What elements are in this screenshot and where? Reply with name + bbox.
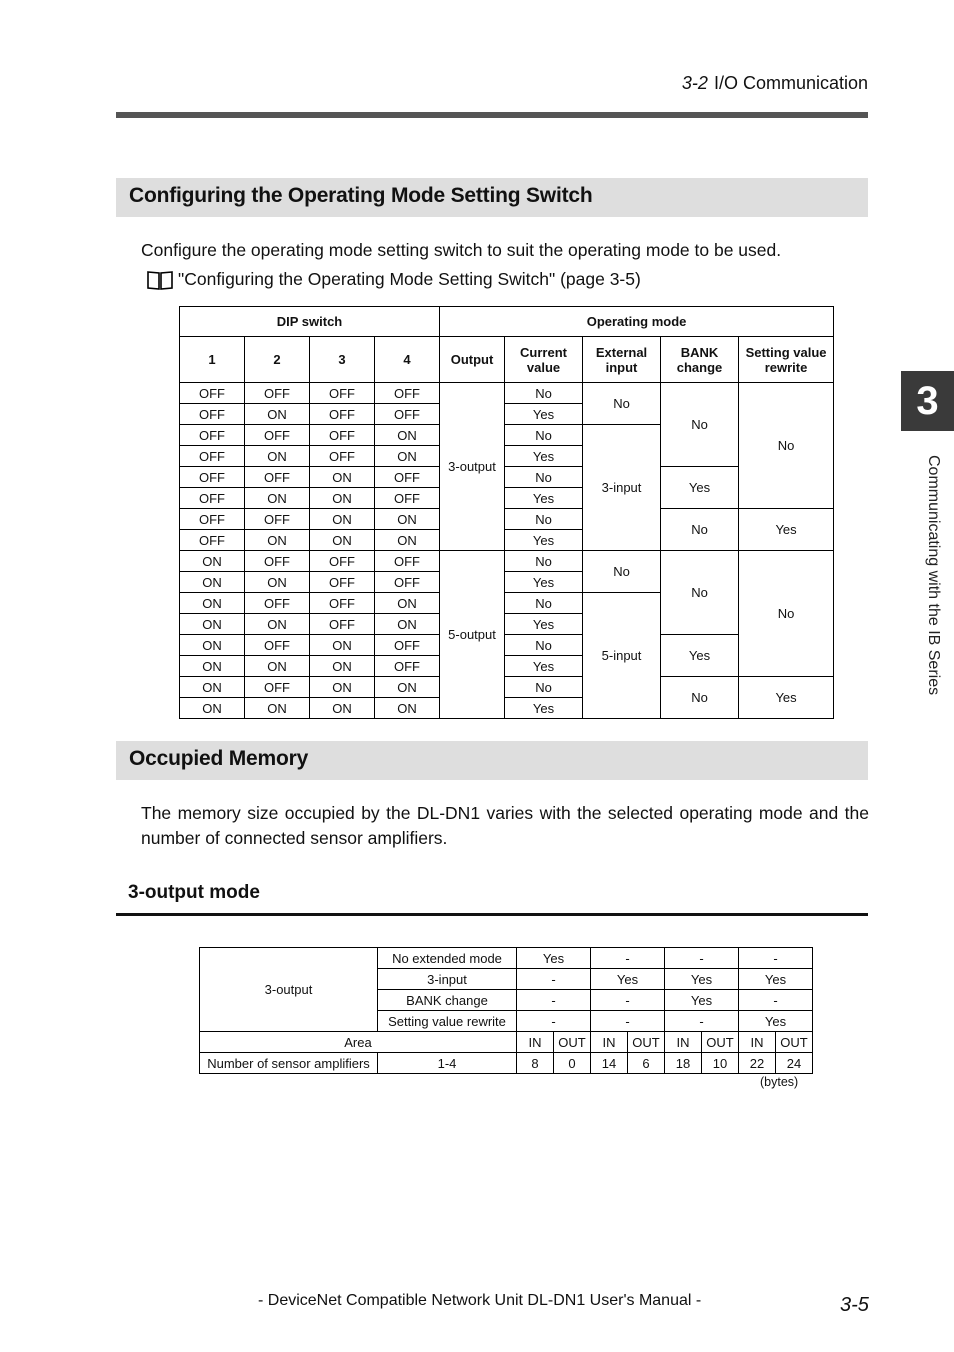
byte-value: 8	[517, 1053, 554, 1074]
chapter-tab: 3	[901, 371, 954, 431]
output-cell: 5-output	[440, 551, 505, 719]
dip-cell: ON	[375, 593, 440, 614]
current-value-cell: No	[505, 551, 583, 572]
mode-flag: Yes	[591, 969, 665, 990]
current-value-cell: No	[505, 383, 583, 404]
dip-cell: OFF	[245, 467, 310, 488]
dip-cell: ON	[245, 530, 310, 551]
byte-value: 0	[554, 1053, 591, 1074]
header-section-number: 3-2	[681, 73, 708, 93]
dip-cell: OFF	[245, 425, 310, 446]
dip-cell: ON	[245, 488, 310, 509]
dip-cell: OFF	[310, 404, 375, 425]
mode-flag: -	[517, 969, 591, 990]
group-header-dip: DIP switch	[180, 307, 440, 337]
mode-flag: -	[517, 990, 591, 1011]
amp-label: Number of sensor amplifiers	[200, 1053, 378, 1074]
running-header	[116, 73, 868, 94]
dip-cell: OFF	[180, 446, 245, 467]
dip-cell: ON	[375, 698, 440, 719]
dip-cell: ON	[245, 656, 310, 677]
dip-cell: ON	[180, 572, 245, 593]
current-value-cell: No	[505, 593, 583, 614]
dip-cell: ON	[180, 614, 245, 635]
mode-cell: 3-output	[200, 948, 378, 1032]
dip-cell: OFF	[180, 425, 245, 446]
dip-cell: OFF	[245, 593, 310, 614]
bank-change-cell: No	[661, 551, 739, 635]
dip-cell: ON	[245, 404, 310, 425]
dip-cell: OFF	[180, 383, 245, 404]
dip-cell: OFF	[245, 509, 310, 530]
dip-cell: OFF	[245, 635, 310, 656]
mode-flag: Yes	[739, 969, 813, 990]
area-col: IN	[739, 1032, 776, 1053]
mode-row-label: 3-input	[378, 969, 517, 990]
area-col: IN	[591, 1032, 628, 1053]
table-row	[200, 948, 813, 969]
dip-cell: ON	[180, 656, 245, 677]
dip-cell: OFF	[375, 551, 440, 572]
amp-range: 1-4	[378, 1053, 517, 1074]
byte-value: 18	[665, 1053, 702, 1074]
dip-cell: OFF	[310, 446, 375, 467]
area-col: IN	[665, 1032, 702, 1053]
byte-value: 6	[628, 1053, 665, 1074]
byte-value: 22	[739, 1053, 776, 1074]
unit-note: (bytes)	[760, 1075, 799, 1089]
setting-rewrite-cell: Yes	[739, 677, 834, 719]
dip-cell: OFF	[375, 572, 440, 593]
current-value-cell: Yes	[505, 446, 583, 467]
byte-value: 14	[591, 1053, 628, 1074]
setting-rewrite-cell: Yes	[739, 509, 834, 551]
col-header: 4	[375, 337, 440, 383]
dip-cell: ON	[180, 551, 245, 572]
memory-size-table	[199, 947, 813, 1074]
bank-change-cell: No	[661, 677, 739, 719]
col-header: 2	[245, 337, 310, 383]
dip-cell: ON	[375, 614, 440, 635]
dip-cell: OFF	[310, 383, 375, 404]
area-col: OUT	[554, 1032, 591, 1053]
dip-cell: ON	[310, 635, 375, 656]
dip-cell: OFF	[375, 404, 440, 425]
table-row	[180, 677, 834, 698]
mode-row-label: Setting value rewrite	[378, 1011, 517, 1032]
mode-row-label: BANK change	[378, 990, 517, 1011]
col-header: Setting value rewrite	[739, 337, 834, 383]
mode-flag: Yes	[739, 1011, 813, 1032]
bank-change-cell: Yes	[661, 467, 739, 509]
dip-cell: ON	[245, 698, 310, 719]
mode-flag: -	[665, 948, 739, 969]
dip-cell: OFF	[245, 677, 310, 698]
dip-cell: OFF	[375, 488, 440, 509]
dip-cell: ON	[180, 677, 245, 698]
page-reference-link[interactable]: "Configuring the Operating Mode Setting Switch" (page 3-5)	[178, 269, 641, 289]
current-value-cell: Yes	[505, 656, 583, 677]
section-heading: Occupied Memory	[129, 747, 309, 770]
table-row	[180, 509, 834, 530]
dip-switch-table	[179, 306, 834, 719]
current-value-cell: Yes	[505, 488, 583, 509]
dip-cell: ON	[310, 467, 375, 488]
setting-rewrite-cell: No	[739, 383, 834, 509]
current-value-cell: No	[505, 509, 583, 530]
mode-flag: -	[665, 1011, 739, 1032]
dip-cell: ON	[180, 698, 245, 719]
table-row	[180, 383, 834, 404]
current-value-cell: No	[505, 425, 583, 446]
dip-cell: ON	[180, 635, 245, 656]
dip-cell: OFF	[375, 635, 440, 656]
col-header: Current value	[505, 337, 583, 383]
current-value-cell: Yes	[505, 572, 583, 593]
col-header: 1	[180, 337, 245, 383]
dip-cell: OFF	[180, 467, 245, 488]
dip-cell: ON	[245, 446, 310, 467]
mode-flag: -	[591, 1011, 665, 1032]
col-header: BANK change	[661, 337, 739, 383]
dip-cell: OFF	[310, 425, 375, 446]
dip-cell: ON	[310, 656, 375, 677]
bank-change-cell: No	[661, 509, 739, 551]
dip-cell: OFF	[310, 614, 375, 635]
dip-cell: OFF	[310, 551, 375, 572]
dip-cell: ON	[245, 572, 310, 593]
dip-cell: OFF	[375, 467, 440, 488]
dip-cell: ON	[375, 425, 440, 446]
current-value-cell: No	[505, 635, 583, 656]
header-section-title: I/O Communication	[713, 73, 868, 93]
section-body: The memory size occupied by the DL-DN1 varies with the selected operating mode and the number of connected sensor amplifiers.	[141, 803, 869, 848]
mode-flag: -	[591, 948, 665, 969]
mode-flag: -	[517, 1011, 591, 1032]
subsection-heading: 3-output mode	[128, 882, 260, 903]
dip-cell: ON	[310, 677, 375, 698]
current-value-cell: Yes	[505, 614, 583, 635]
book-icon	[147, 270, 173, 290]
current-value-cell: Yes	[505, 530, 583, 551]
setting-rewrite-cell: No	[739, 551, 834, 677]
dip-cell: OFF	[180, 488, 245, 509]
mode-flag: Yes	[665, 969, 739, 990]
dip-cell: ON	[375, 677, 440, 698]
mode-flag: Yes	[665, 990, 739, 1011]
table-row	[180, 467, 834, 488]
current-value-cell: No	[505, 677, 583, 698]
mode-flag: -	[591, 990, 665, 1011]
dip-cell: ON	[310, 488, 375, 509]
col-header: Output	[440, 337, 505, 383]
dip-cell: ON	[180, 593, 245, 614]
bank-change-cell: Yes	[661, 635, 739, 677]
current-value-cell: Yes	[505, 698, 583, 719]
dip-cell: OFF	[245, 551, 310, 572]
footer-manual-title: - DeviceNet Compatible Network Unit DL-DN1 User's Manual -	[258, 1292, 702, 1309]
bank-change-cell: No	[661, 383, 739, 467]
external-input-cell: No	[583, 551, 661, 593]
byte-value: 24	[776, 1053, 813, 1074]
table-row	[180, 551, 834, 572]
dip-cell: OFF	[180, 530, 245, 551]
dip-cell: OFF	[180, 509, 245, 530]
dip-cell: ON	[310, 530, 375, 551]
chapter-tab-text: Communicating with the IB Series	[925, 455, 942, 696]
current-value-cell: No	[505, 467, 583, 488]
col-header: 3	[310, 337, 375, 383]
group-header-mode: Operating mode	[440, 307, 834, 337]
col-header: External input	[583, 337, 661, 383]
mode-flag: -	[739, 990, 813, 1011]
table-row	[200, 1053, 813, 1074]
external-input-cell: No	[583, 383, 661, 425]
header-rule	[116, 112, 868, 118]
dip-cell: OFF	[375, 656, 440, 677]
section-heading-band	[116, 178, 868, 217]
dip-cell: OFF	[310, 572, 375, 593]
external-input-cell: 5-input	[583, 593, 661, 719]
external-input-cell: 3-input	[583, 425, 661, 551]
dip-cell: ON	[375, 530, 440, 551]
section-heading-band	[116, 741, 868, 780]
mode-flag: -	[739, 948, 813, 969]
section-heading: Configuring the Operating Mode Setting Switch	[129, 184, 593, 207]
table-row	[200, 1032, 813, 1053]
byte-value: 10	[702, 1053, 739, 1074]
dip-cell: ON	[375, 509, 440, 530]
dip-cell: OFF	[375, 383, 440, 404]
subsection-rule	[116, 913, 868, 916]
dip-cell: ON	[245, 614, 310, 635]
area-col: OUT	[628, 1032, 665, 1053]
area-label: Area	[200, 1032, 517, 1053]
mode-row-label: No extended mode	[378, 948, 517, 969]
table-row	[180, 635, 834, 656]
output-cell: 3-output	[440, 383, 505, 551]
dip-cell: OFF	[245, 383, 310, 404]
dip-cell: OFF	[310, 593, 375, 614]
dip-cell: ON	[375, 446, 440, 467]
area-col: OUT	[702, 1032, 739, 1053]
current-value-cell: Yes	[505, 404, 583, 425]
area-col: IN	[517, 1032, 554, 1053]
section-body: Configure the operating mode setting switch to suit the operating mode to be used.	[141, 240, 782, 260]
area-col: OUT	[776, 1032, 813, 1053]
page-number: 3-5	[840, 1294, 869, 1316]
dip-cell: ON	[310, 698, 375, 719]
dip-cell: ON	[310, 509, 375, 530]
mode-flag: Yes	[517, 948, 591, 969]
dip-cell: OFF	[180, 404, 245, 425]
